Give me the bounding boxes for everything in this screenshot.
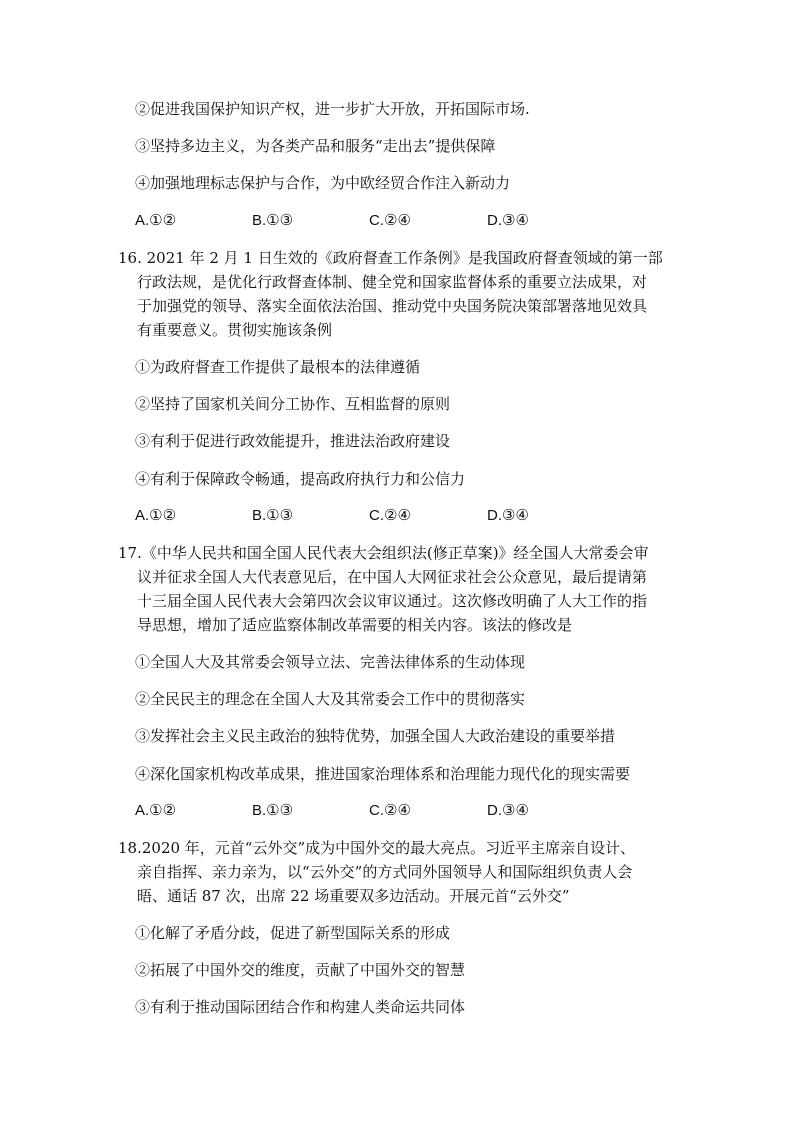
q15-choice-b: B.①③ xyxy=(252,212,294,229)
q17-choice-c: C.②④ xyxy=(369,802,411,819)
q15-option-4: ④加强地理标志保护与合作，为中欧经贸合作注入新动力 xyxy=(135,174,511,192)
q16-choice-d: D.③④ xyxy=(487,507,529,524)
q18-option-2: ②拓展了中国外交的维度，贡献了中国外交的智慧 xyxy=(135,961,466,979)
q17-stem-line-4: 导思想，增加了适应监察体制改革需要的相关内容。该法的修改是 xyxy=(137,616,573,634)
q17-stem-line-1: 17.《中华人民共和国全国人民代表大会组织法(修正草案)》经全国人大常委会审 xyxy=(118,544,649,562)
q15-choice-a: A.①② xyxy=(135,212,177,229)
q17-stem-line-2: 议并征求全国人大代表意见后，在中国人大网征求社会公众意见，最后提请第 xyxy=(137,568,648,586)
q18-option-1: ①化解了矛盾分歧，促进了新型国际关系的形成 xyxy=(135,924,451,942)
q16-choice-a: A.①② xyxy=(135,507,177,524)
q15-option-2: ②促进我国保护知识产权，进一步扩大开放，开拓国际市场. xyxy=(135,100,530,118)
q17-option-1: ①全国人大及其常委会领导立法、完善法律体系的生动体现 xyxy=(135,653,526,671)
q16-stem-line-3: 于加强党的领导、落实全面依法治国、推动党中央国务院决策部署落地见效具 xyxy=(137,297,648,315)
q16-choice-b: B.①③ xyxy=(252,507,294,524)
q18-stem-line-1: 18.2020 年，元首“云外交”成为中国外交的最大亮点。习近平主席亲自设计、 xyxy=(118,839,636,857)
q16-stem-line-2: 行政法规，是优化行政督查体制、健全党和国家监督体系的重要立法成果，对 xyxy=(137,273,648,291)
q16-choice-c: C.②④ xyxy=(369,507,411,524)
q18-stem-line-2: 亲自指挥、亲力亲为，以“云外交”的方式同外国领导人和国际组织负责人会 xyxy=(137,863,633,881)
q17-choice-b: B.①③ xyxy=(252,802,294,819)
q16-stem-line-4: 有重要意义。贯彻实施该条例 xyxy=(137,321,333,339)
q17-choice-d: D.③④ xyxy=(487,802,529,819)
q17-option-2: ②全民民主的理念在全国人大及其常委会工作中的贯彻落实 xyxy=(135,690,526,708)
q16-option-1: ①为政府督查工作提供了最根本的法律遵循 xyxy=(135,358,421,376)
q16-stem-line-1: 16. 2021 年 2 月 1 日生效的《政府督查工作条例》是我国政府督查领域的第一部 xyxy=(118,249,663,267)
q16-option-4: ④有利于保障政令畅通，提高政府执行力和公信力 xyxy=(135,470,466,488)
q17-choice-a: A.①② xyxy=(135,802,177,819)
q17-option-4: ④深化国家机构改革成果，推进国家治理体系和治理能力现代化的现实需要 xyxy=(135,765,631,783)
q16-option-3: ③有利于促进行政效能提升，推进法治政府建设 xyxy=(135,432,451,450)
q15-option-3: ③坚持多边主义，为各类产品和服务“走出去”提供保障 xyxy=(135,137,496,155)
q15-choice-c: C.②④ xyxy=(369,212,411,229)
q17-stem-line-3: 十三届全国人民代表大会第四次会议审议通过。这次修改明确了人大工作的指 xyxy=(137,592,648,610)
q18-option-3: ③有利于推动国际团结合作和构建人类命运共同体 xyxy=(135,998,466,1016)
q18-stem-line-3: 晤、通话 87 次，出席 22 场重要双多边活动。开展元首“云外交” xyxy=(137,887,570,905)
q15-choice-d: D.③④ xyxy=(487,212,529,229)
q17-option-3: ③发挥社会主义民主政治的独特优势，加强全国人大政治建设的重要举措 xyxy=(135,727,616,745)
q16-option-2: ②坚持了国家机关间分工协作、互相监督的原则 xyxy=(135,395,451,413)
